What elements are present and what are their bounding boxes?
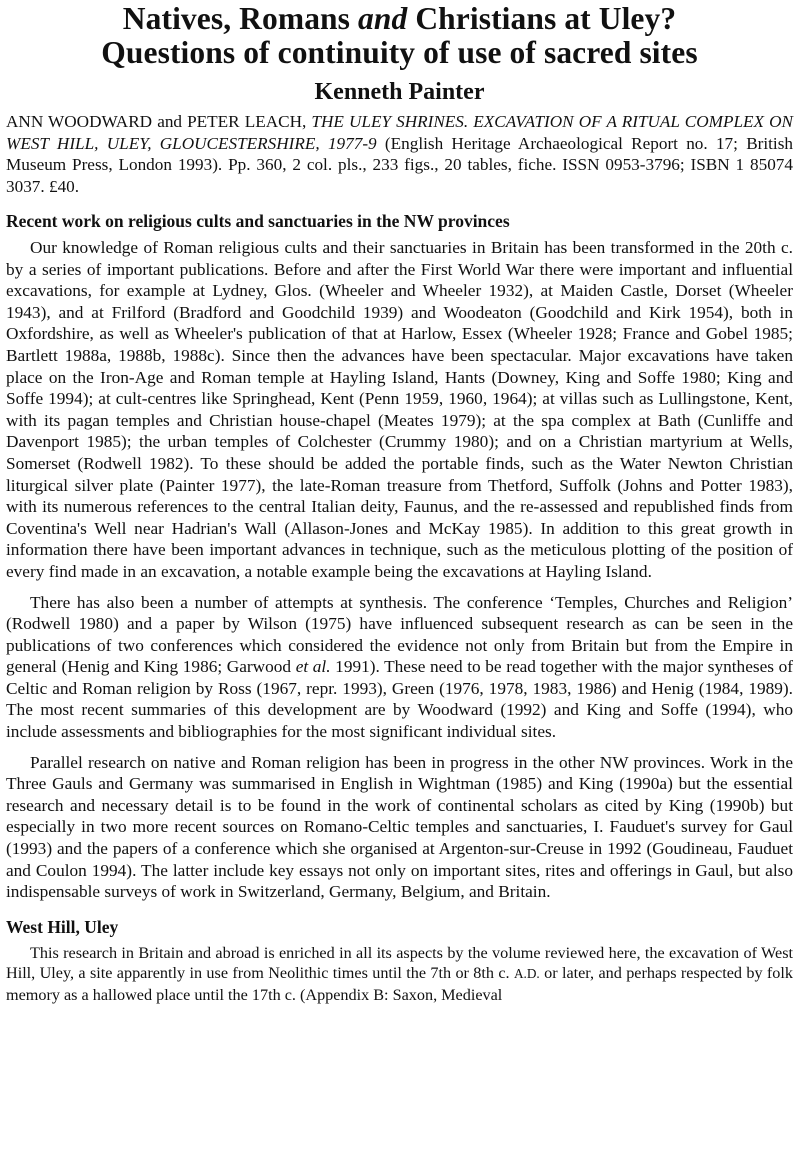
paragraph-1: Our knowledge of Roman religious cults and their sanctuaries in Britain has been transformed in the 20th c. by a series of important publications. Before and after the First World War there were important and influential excavations, for example at Lydney, Glos. (Wheeler and Wheeler 1932), at Maiden Castle, Dorset (Wheeler 1943), and at Frilford (Bradford and Goodchild 1939) and Woodeaton (Goodchild and Kirk 1954), both in Oxfordshire, as well as Wheeler's publication of that at Harlow, Essex (Wheeler 1928; France and Gobel 1985; Bartlett 1988a, 1988b, 1988c). Since then the advances have been spectacular. Major excavations have taken place on the Iron-Age and Roman temple at Hayling Island, Hants (Downey, King and Soffe 1980; King and Soffe 1994); at cult-centres like Springhead, Kent (Penn 1959, 1960, 1964); at villas such as Lullingstone, Kent, with its pagan temples and Christian house-chapel (Meates 1979); at the spa complex at Bath (Cunliffe and Davenport 1985); the urban temples of Colchester (Crummy 1980); and on a Christian martyrium at Wells, Somerset (Rodwell 1982). To these should be added the portable finds, such as the Water Newton Christian liturgical silver plate (Painter 1977), the late-Roman treasure from Thetford, Suffolk (Johns and Potter 1983), with its numerous references to the central Italian deity, Faunus, and the re-assessed and republished finds from Coventina's Well near Hadrian's Wall (Allason-Jones and McKay 1985). In addition to this great growth in information there have been important advances in technique, such as the meticulous plotting of the position of every find made in an excavation, a notable example being the excavations at Hayling Island. [6,238,793,581]
title-italic-and: and [358,1,408,36]
citation-book-title: THE ULEY SHRINES. EXCAVATION OF A RITUAL COMPLEX ON WEST HILL, ULEY, GLOUCESTERSHIRE, 1977-9 [6,112,793,153]
paragraph-4: This research in Britain and abroad is enriched in all its aspects by the volume reviewed here, the excavation of West Hill, Uley, a site apparently in use from Neolithic times until the 7th or 8th c. A.D. or later, and perhaps respected by folk memory as a hallowed place until the 17th c. (Appendix B: Saxon, Medieval [6,943,793,1004]
et-al-italic: et al. [295,657,331,677]
section-heading-recent-work: Recent work on religious cults and sanctuaries in the NW provinces [6,211,510,231]
article-title [6,0,793,70]
book-citation [6,111,793,197]
citation-authors: ANN WOODWARD and PETER LEACH, [6,112,312,131]
title-line-2: Questions of continuity of use of sacred sites [101,35,698,70]
citation-details: (English Heritage Archaeological Report no. 17; British Museum Press, London 1993). Pp. 360, 2 col. pls., 233 figs., 20 tables, fiche. ISSN 0953-3796; ISBN 1 85074 3037. £40. [6,133,793,196]
author-name: Kenneth Painter [314,79,485,105]
paragraph-2: There has also been a number of attempts at synthesis. The conference ‘Temples, Churches and Religion’ (Rodwell 1980) and a paper by Wilson (1975) have influenced subsequent research as can be seen in the publications of two conferences which considered the evidence not only from Britain but from the Empire in general (Henig and King 1986; Garwood et al. 1991). These need to be read together with the major syntheses of Celtic and Roman religion by Ross (1967, repr. 1993), Green (1976, 1978, 1983, 1986) and Henig (1984, 1989). The most recent summaries of this development are by Woodward (1992) and King and Soffe (1994), who include assessments and bibliographies for the most significant individual sites. [6,592,793,742]
ad-smallcaps: A.D. [513,966,540,982]
section-heading-west-hill: West Hill, Uley [6,916,119,937]
paragraph-3: Parallel research on native and Roman religion has been in progress in the other NW provinces. Work in the Three Gauls and Germany was summarised in English in Wightman (1985) and King (1990a) but the essential research and necessary detail is to be found in the work of continental scholars as cited by King (1990b) but especially in two more recent sources on Romano-Celtic temples and sanctuaries, I. Fauduet's survey for Gaul (1993) and the papers of a conference which she organised at Argenton-sur-Creuse in 1992 (Goudineau, Fauduet and Coulon 1994). The latter include key essays not only on important sites, rites and offerings in Gaul, but also indispensable surveys of work in Switzerland, Germany, Belgium, and Britain. [6,752,793,902]
title-line-1: Natives, Romans and Christians at Uley? [122,1,677,36]
